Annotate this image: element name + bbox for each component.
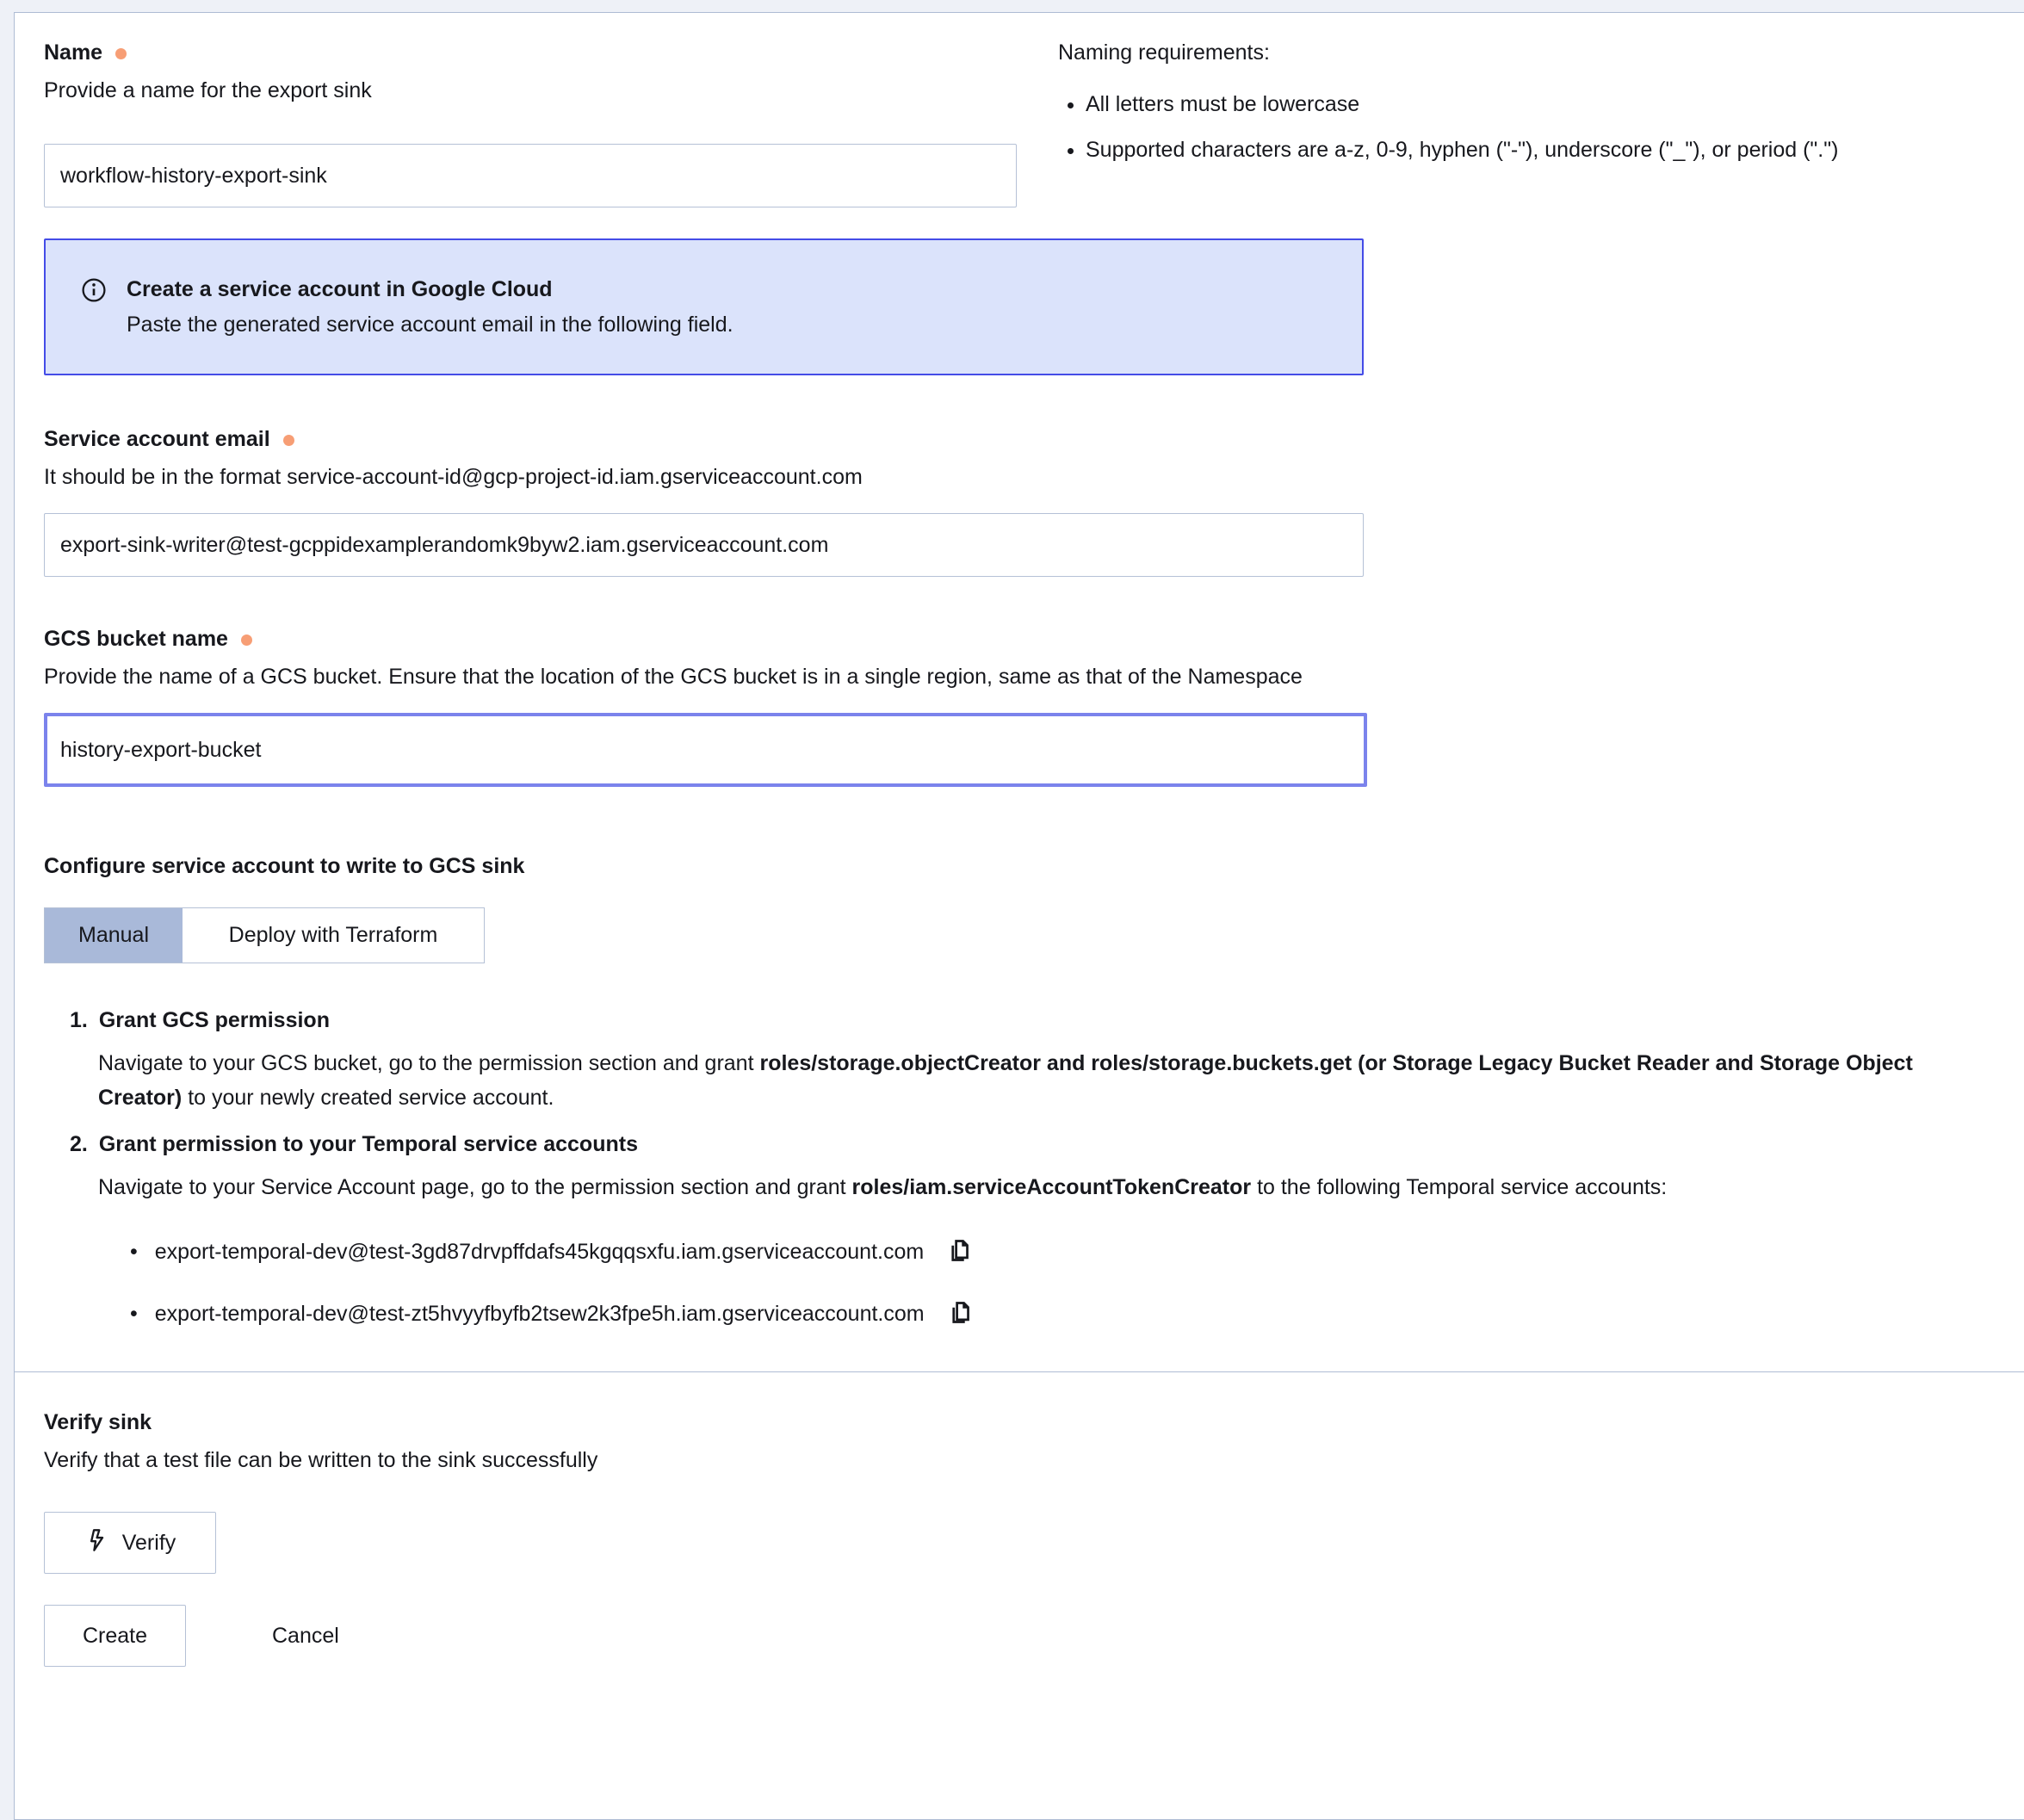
step-1-title-row [44, 1006, 1995, 1034]
service-account-label-row [44, 425, 1995, 453]
name-description: Provide a name for the export sink [44, 78, 372, 102]
naming-requirement-item: • Supported characters are a-z, 0-9, hyphen ("-"), underscore ("_"), or period (".") [1086, 136, 1995, 164]
step-2-body [98, 1170, 1984, 1204]
name-label-row [44, 39, 1017, 66]
info-icon [80, 276, 108, 339]
copy-icon [946, 1237, 973, 1266]
required-dot [283, 435, 294, 446]
gcs-bucket-label: GCS bucket name [44, 627, 228, 651]
gcs-bucket-name-input[interactable] [44, 713, 1367, 787]
service-account-label: Service account email [44, 427, 270, 451]
service-account-email-input[interactable] [44, 513, 1364, 577]
step-2-body-bold: roles/iam.serviceAccountTokenCreator [851, 1175, 1252, 1199]
step-number: 2. [70, 1132, 88, 1156]
name-label: Name [44, 40, 103, 65]
naming-requirements-title: Naming requirements: [1058, 40, 1270, 65]
lightning-bolt-icon [84, 1528, 108, 1558]
temporal-service-accounts-list [130, 1237, 1995, 1328]
temporal-account-email: export-temporal-dev@test-zt5hvyyfbyfb2tsew2k3fpe5h.iam.gserviceaccount.com [154, 1302, 925, 1326]
manual-steps [44, 1006, 1995, 1328]
sink-name-input[interactable] [44, 144, 1017, 207]
verify-sink-title: Verify sink [44, 1410, 152, 1434]
copy-button[interactable] [946, 1237, 973, 1266]
form-actions [44, 1605, 1995, 1667]
verify-sink-description: Verify that a test file can be written to the sink successfully [44, 1448, 598, 1472]
step-1-body-text: to your newly created service account. [182, 1086, 554, 1110]
cancel-button[interactable]: Cancel [272, 1623, 339, 1648]
service-account-info-box [44, 238, 1364, 375]
verify-button-label: Verify [121, 1530, 176, 1555]
list-item [130, 1299, 1995, 1328]
configure-tabs [44, 907, 485, 963]
top-row [44, 39, 1995, 207]
gcs-bucket-label-row [44, 625, 1995, 653]
info-box-title: Create a service account in Google Cloud [127, 277, 553, 301]
step-2-title: Grant permission to your Temporal service accounts [98, 1132, 638, 1156]
name-field-section [44, 39, 1017, 207]
step-2-body-text: to the following Temporal service accounts: [1251, 1175, 1668, 1199]
copy-button[interactable] [947, 1299, 974, 1328]
required-dot [241, 635, 252, 646]
step-number: 1. [70, 1008, 88, 1032]
required-dot [115, 48, 127, 59]
list-item [130, 1237, 1995, 1266]
service-account-description: It should be in the format service-account-id@gcp-project-id.iam.gserviceaccount.com [44, 465, 863, 489]
copy-icon [947, 1299, 974, 1328]
step-1-body [98, 1046, 1984, 1115]
create-button[interactable]: Create [44, 1605, 186, 1667]
naming-requirement-item: • All letters must be lowercase [1086, 90, 1995, 118]
info-box-text [127, 275, 733, 339]
configure-section-title: Configure service account to write to GCS sink [44, 854, 525, 878]
step-2-body-text: Navigate to your Service Account page, go to the permission section and grant [98, 1175, 852, 1199]
step-1-body-bold: roles/storage.objectCreator and roles/storage.buckets.get (or Storage Legacy Bucket Reader and Storage Object Creator) [98, 1051, 1913, 1110]
info-box-body: Paste the generated service account email in the following field. [127, 313, 733, 337]
section-divider [15, 1371, 2024, 1372]
export-sink-form-panel [14, 12, 2024, 1820]
gcs-bucket-description: Provide the name of a GCS bucket. Ensure that the location of the GCS bucket is in a single region, same as that of the Namespace [44, 665, 1303, 689]
tab-manual[interactable]: Manual [45, 908, 183, 963]
bullet: • [130, 1239, 138, 1264]
temporal-account-email: export-temporal-dev@test-3gd87drvpffdafs45kgqqsxfu.iam.gserviceaccount.com [154, 1240, 925, 1264]
service-account-field-section [44, 425, 1995, 577]
bullet: • [130, 1301, 138, 1326]
naming-requirements-list [1058, 90, 1995, 164]
gcs-bucket-field-section [44, 625, 1995, 787]
naming-requirements [1058, 39, 1995, 207]
step-1-body-text: Navigate to your GCS bucket, go to the permission section and grant [98, 1051, 760, 1075]
tab-deploy-with-terraform[interactable]: Deploy with Terraform [183, 908, 484, 963]
step-2-title-row [44, 1130, 1995, 1158]
verify-button[interactable] [44, 1512, 216, 1574]
step-1-title: Grant GCS permission [98, 1008, 330, 1032]
